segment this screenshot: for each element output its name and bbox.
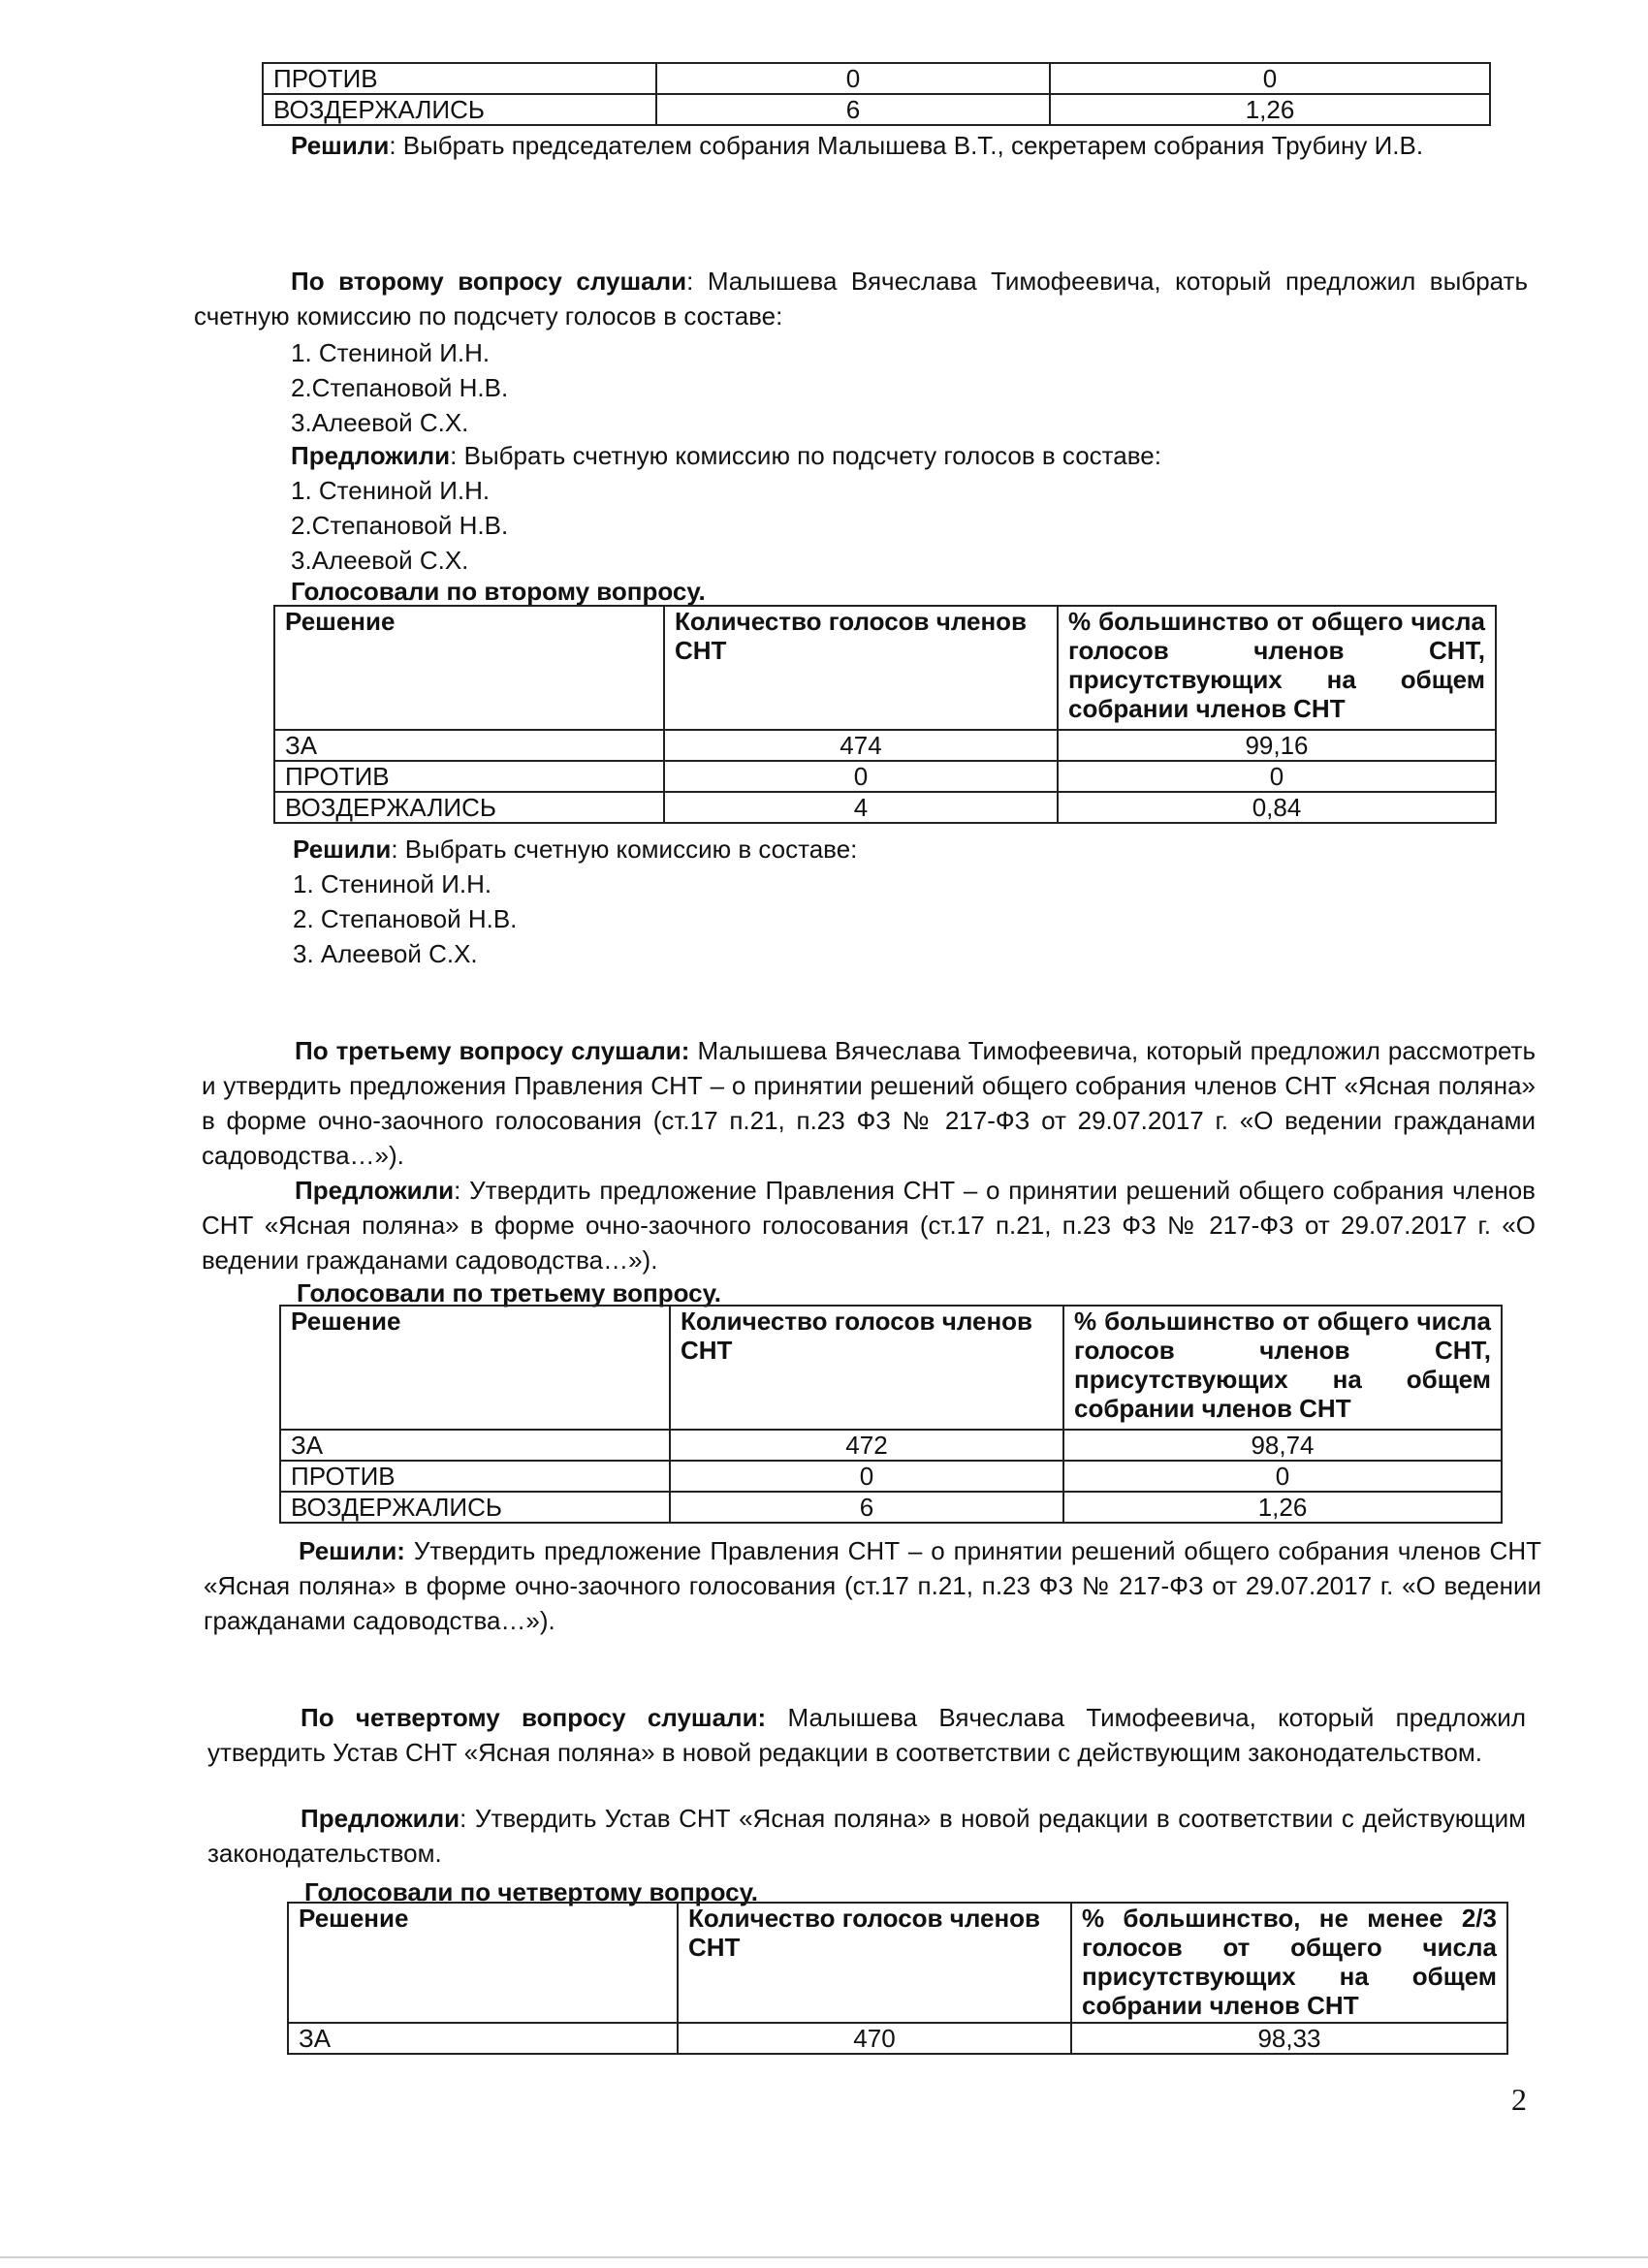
heard-text: Малышева Вячеслава Тимофеевича, который предложил утвердить Устав СНТ «Ясная поляна» в новой редакции в соответствии с действующим законодательством.	[207, 1703, 1526, 1767]
vote-table-q4	[287, 1902, 1508, 2055]
proposed-text: : Утвердить Устав СНТ «Ясная поляна» в новой редакции в соответствии с действующим законодательством.	[207, 1804, 1526, 1868]
q2-voted-title: Голосовали по второму вопросу.	[291, 577, 706, 606]
header-cell: Решение	[280, 1306, 670, 1430]
list-item: 3.Алеевой С.Х.	[291, 546, 469, 575]
q2-heard-list	[291, 335, 508, 440]
q3-decision	[204, 1533, 1541, 1638]
proposed-label: Предложили	[295, 1176, 455, 1205]
proposed-text: : Выбрать счетную комиссию по подсчету голосов в составе:	[450, 441, 1161, 470]
table-row	[288, 2023, 1507, 2054]
row-label: ВОЗДЕРЖАЛИСЬ	[263, 94, 656, 125]
decided-label: Решили	[293, 835, 392, 864]
header-cell: % большинство, не менее 2/3 голосов от общего числа присутствующих на общем собрании членов СНТ	[1071, 1903, 1507, 2023]
table-header-row	[280, 1306, 1502, 1430]
q3-voted-title: Голосовали по третьему вопросу.	[297, 1278, 722, 1307]
row-count: 0	[670, 1461, 1063, 1492]
row-percent: 0,84	[1058, 792, 1496, 823]
heard-label: По четвертому вопросу слушали:	[301, 1703, 767, 1732]
list-item: 1. Стениной И.Н.	[291, 338, 491, 367]
q1-decision	[194, 128, 1528, 163]
row-count: 6	[656, 94, 1050, 125]
heard-label: По второму вопросу слушали	[291, 267, 687, 296]
list-item: 1. Стениной И.Н.	[291, 476, 491, 505]
row-count: 4	[664, 792, 1058, 823]
q2-proposed	[291, 438, 1161, 473]
row-percent: 1,26	[1063, 1492, 1502, 1523]
row-percent: 99,16	[1058, 730, 1496, 761]
row-percent: 1,26	[1050, 94, 1490, 125]
list-item: 2. Степановой Н.В.	[293, 904, 518, 933]
header-cell: Количество голосов членов СНТ	[664, 606, 1058, 730]
list-item: 2.Степановой Н.В.	[291, 511, 509, 540]
decided-text: : Выбрать счетную комиссию в составе:	[391, 835, 858, 864]
row-label: ЗА	[274, 730, 664, 761]
scan-edge-line	[0, 2256, 1648, 2258]
header-cell: Количество голосов членов СНТ	[678, 1903, 1071, 2023]
row-count: 474	[664, 730, 1058, 761]
q2-decided-list	[293, 866, 517, 971]
row-percent: 0	[1050, 63, 1490, 94]
header-cell: Количество голосов членов СНТ	[670, 1306, 1063, 1430]
list-item: 2.Степановой Н.В.	[291, 373, 509, 402]
q3-heard	[202, 1033, 1536, 1173]
row-percent: 0	[1063, 1461, 1502, 1492]
table-row	[263, 63, 1490, 94]
heard-text: : Малышева Вячеслава Тимофеевича, который предложил выбрать счетную комиссию по подсчету голосов в составе:	[194, 267, 1529, 331]
row-label: ПРОТИВ	[274, 761, 664, 792]
vote-table-q2	[273, 605, 1497, 824]
row-label: ПРОТИВ	[280, 1461, 670, 1492]
row-label: ПРОТИВ	[263, 63, 656, 94]
row-count: 472	[670, 1430, 1063, 1461]
decided-label: Решили:	[299, 1536, 405, 1565]
table-header-row	[288, 1903, 1507, 2023]
q3-proposed	[202, 1173, 1536, 1277]
table-row	[280, 1430, 1502, 1461]
header-cell: % большинство от общего числа голосов членов СНТ, присутствующих на общем собрании членов СНТ	[1058, 606, 1496, 730]
row-label: ЗА	[288, 2023, 678, 2054]
row-label: ЗА	[280, 1430, 670, 1461]
table-header-row	[274, 606, 1496, 730]
vote-table-q1-tail	[262, 62, 1491, 126]
vote-table-q3	[279, 1305, 1503, 1524]
q4-voted-title: Голосовали по четвертому вопросу.	[304, 1877, 758, 1906]
table-row	[274, 730, 1496, 761]
q2-decision	[293, 832, 857, 866]
proposed-text: : Утвердить предложение Правления СНТ – о принятии решений общего собрания членов СНТ «Ясная поляна» в форме очно-заочного голосования (ст.17 п.21, п.23 ФЗ № 217-ФЗ от 29.07.2017 г. «О ведении гражданами садоводства…»).	[202, 1176, 1536, 1275]
list-item: 3. Алеевой С.Х.	[293, 939, 478, 968]
table-row	[280, 1492, 1502, 1523]
row-percent: 0	[1058, 761, 1496, 792]
list-item: 1. Стениной И.Н.	[293, 869, 492, 898]
row-label: ВОЗДЕРЖАЛИСЬ	[274, 792, 664, 823]
decided-label: Решили	[291, 131, 390, 160]
heard-label: По третьему вопросу слушали:	[295, 1036, 690, 1065]
header-cell: Решение	[288, 1903, 678, 2023]
q4-proposed	[207, 1801, 1526, 1871]
decided-text: : Выбрать председателем собрания Малышева В.Т., секретарем собрания Трубину И.В.	[389, 131, 1424, 160]
table-row	[263, 94, 1490, 125]
q4-heard	[207, 1700, 1526, 1770]
decided-text: Утвердить предложение Правления СНТ – о принятии решений общего собрания членов СНТ «Ясная поляна» в форме очно-заочного голосования (ст.17 п.21, п.23 ФЗ № 217-ФЗ от 29.07.2017 г. «О ведении гражданами садоводства…»).	[204, 1536, 1541, 1635]
heard-text: Малышева Вячеслава Тимофеевича, который предложил рассмотреть и утвердить предложения Правления СНТ – о принятии решений общего собрания членов СНТ «Ясная поляна» в форме очно-заочного голосования (ст.17 п.21, п.23 ФЗ № 217-ФЗ от 29.07.2017 г. «О ведении гражданами садоводства…»).	[202, 1036, 1536, 1170]
q2-proposed-list	[291, 473, 508, 578]
list-item: 3.Алеевой С.Х.	[291, 408, 469, 437]
header-cell: % большинство от общего числа голосов членов СНТ, присутствующих на общем собрании членов СНТ	[1063, 1306, 1502, 1430]
table-row	[274, 792, 1496, 823]
row-count: 6	[670, 1492, 1063, 1523]
row-label: ВОЗДЕРЖАЛИСЬ	[280, 1492, 670, 1523]
q2-heard	[194, 264, 1528, 333]
page-number: 2	[1511, 2082, 1527, 2117]
row-percent: 98,74	[1063, 1430, 1502, 1461]
header-cell: Решение	[274, 606, 664, 730]
proposed-label: Предложили	[291, 441, 451, 470]
row-count: 0	[664, 761, 1058, 792]
table-row	[280, 1461, 1502, 1492]
proposed-label: Предложили	[301, 1804, 460, 1833]
row-count: 470	[678, 2023, 1071, 2054]
row-percent: 98,33	[1071, 2023, 1507, 2054]
row-count: 0	[656, 63, 1050, 94]
table-row	[274, 761, 1496, 792]
